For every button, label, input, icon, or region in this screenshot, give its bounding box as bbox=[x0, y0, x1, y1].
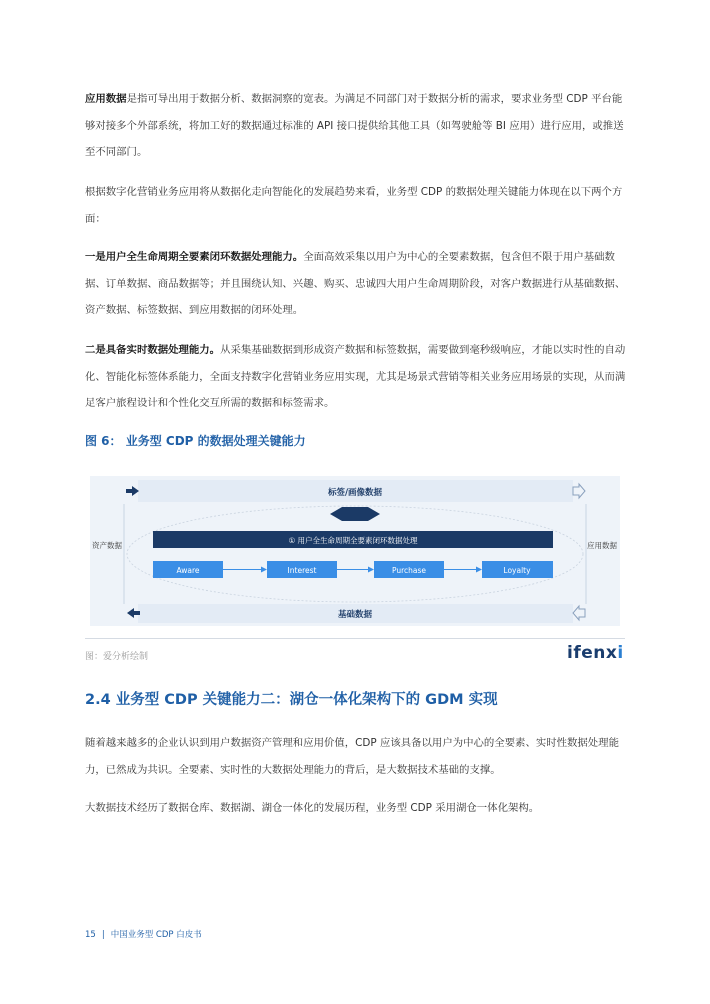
stage-purchase-label: Purchase bbox=[391, 566, 427, 575]
left-label: 资产数据 bbox=[92, 541, 122, 550]
top-bar-label: 标签/画像数据 bbox=[327, 488, 383, 498]
paragraph-text: 是指可导出用于数据分析、数据洞察的宽表。为满足不同部门对于数据分析的需求，要求业务型 CDP 平台能够对接多个外部系统，将加工好的数据通过标准的 API 接口提供给其他工具（如驾驶舱等 BI 应用）进行应用，或推送至不同部门。 bbox=[85, 93, 624, 158]
capability-one-heading: 一是用户全生命周期全要素闭环数据处理能力。 bbox=[85, 251, 304, 263]
figure-source: 图：爱分析绘制 bbox=[85, 652, 149, 662]
paragraph-capability-two bbox=[85, 337, 630, 417]
paragraph-text: 根据数字化营销业务应用将从数据化走向智能化的发展趋势来看，业务型 CDP 的数据处理关键能力体现在以下两个方面： bbox=[85, 186, 623, 225]
paragraph-intro-capabilities bbox=[85, 179, 630, 232]
stage-aware-label: Aware bbox=[176, 566, 200, 575]
paragraph-text: 全面高效采集以用户为中心的全要素数据，包含但不限于用户基础数据、订单数据、商品数据等；并且围绕认知、兴趣、购买、忠诚四大用户生命周期阶段，对客户数据进行从基础数据、资产数据、标签数据、到应用数据的闭环处理。 bbox=[85, 251, 626, 316]
paragraph-lakehouse bbox=[85, 795, 630, 822]
capability-two-heading: 二是具备实时数据处理能力。 bbox=[85, 344, 221, 356]
paragraph-text: 从采集基础数据到形成资产数据和标签数据，需要做到毫秒级响应，才能以实时性的自动化、智能化标签体系能力，全面支持数字化营销业务应用实现，尤其是场景式营销等相关业务应用场景的实现，从而满足客户旅程设计和个性化交互所需的数据和标签需求。 bbox=[85, 344, 626, 409]
figure-divider bbox=[85, 638, 625, 639]
footer-divider: | bbox=[101, 930, 105, 940]
paragraph-text: 大数据技术经历了数据仓库、数据湖、湖仓一体化的发展历程，业务型 CDP 采用湖仓一体化架构。 bbox=[85, 802, 540, 814]
paragraph-capability-one bbox=[85, 244, 630, 324]
paragraph-text: 随着越来越多的企业认识到用户数据资产管理和应用价值，CDP 应该具备以用户为中心的全要素、实时性数据处理能力，已然成为共识。全要素、实时性的大数据处理能力的背后，是大数据技术基础的支撑。 bbox=[85, 737, 619, 776]
document-title: 中国业务型 CDP 白皮书 bbox=[110, 930, 202, 940]
paragraph-app-data bbox=[85, 86, 630, 166]
lifecycle-bar-label: ① 用户全生命周期全要素闭环数据处理 bbox=[288, 536, 418, 545]
page-footer bbox=[85, 928, 202, 940]
stage-loyalty-label: Loyalty bbox=[503, 566, 531, 575]
term-app-data: 应用数据 bbox=[85, 93, 127, 105]
figure-title-text: 业务型 CDP 的数据处理关键能力 bbox=[125, 434, 306, 448]
right-label: 应用数据 bbox=[587, 541, 617, 550]
ifenxi-logo bbox=[567, 643, 624, 663]
page-number: 15 bbox=[85, 930, 96, 940]
paragraph-consensus bbox=[85, 730, 630, 783]
section-title: 2.4 业务型 CDP 关键能力二：湖仓一体化架构下的 GDM 实现 bbox=[85, 692, 498, 708]
figure-label: 图 6： bbox=[85, 434, 122, 448]
cdp-capability-diagram bbox=[90, 476, 620, 626]
bottom-bar-label: 基础数据 bbox=[337, 610, 373, 620]
stage-interest-label: Interest bbox=[287, 566, 317, 575]
figure-title bbox=[85, 432, 306, 449]
logo-text: ifenx bbox=[567, 643, 618, 663]
logo-text-i: i bbox=[617, 643, 624, 663]
